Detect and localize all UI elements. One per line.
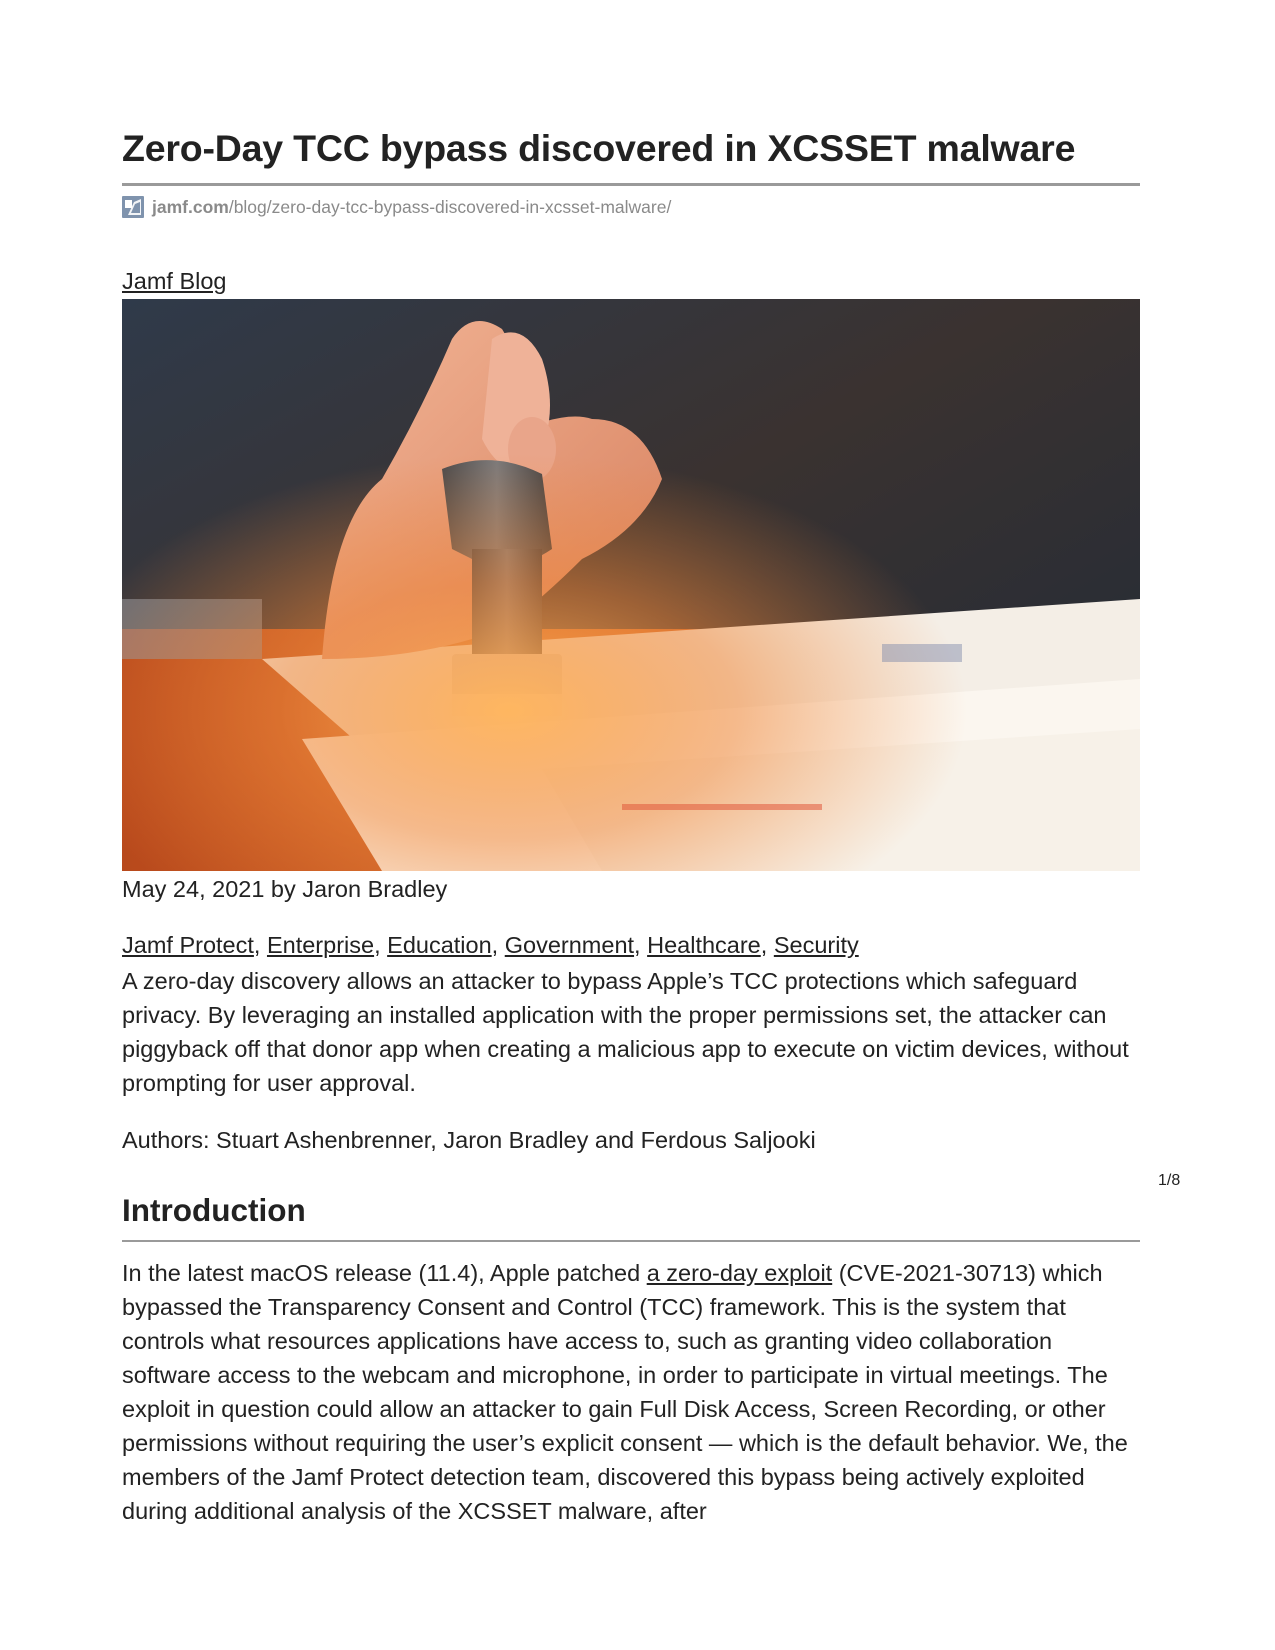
hand-stamping-document-image bbox=[122, 299, 1140, 871]
source-url[interactable] bbox=[122, 196, 1140, 218]
category-link-government[interactable]: Government bbox=[504, 931, 635, 958]
category-separator: , bbox=[491, 931, 505, 958]
source-domain: jamf.com bbox=[152, 196, 229, 217]
article bbox=[122, 126, 1140, 1528]
intro-heading: Introduction bbox=[122, 1191, 306, 1228]
authors-line: Authors: Stuart Ashenbrenner, Jaron Bradley and Ferdous Saljooki bbox=[122, 1126, 816, 1153]
intro-paragraph bbox=[122, 1256, 1140, 1528]
category-link-security[interactable]: Security bbox=[773, 931, 859, 958]
category-link-enterprise[interactable]: Enterprise bbox=[266, 931, 375, 958]
page-number: 1/8 bbox=[1158, 1172, 1181, 1189]
source-path: /blog/zero-day-tcc-bypass-discovered-in-xcsset-malware/ bbox=[228, 196, 672, 217]
category-separator: , bbox=[760, 931, 774, 958]
category-list bbox=[122, 929, 1140, 962]
title-divider bbox=[122, 183, 1140, 186]
zero-day-exploit-link[interactable]: a zero-day exploit bbox=[646, 1259, 833, 1286]
byline: May 24, 2021 by Jaron Bradley bbox=[122, 876, 448, 902]
intro-text-rest: (CVE-2021-30713) which bypassed the Transparency Consent and Control (TCC) framework. This is the system that controls what resources applications have access to, such as granting video collaboration software access to the webcam and microphone, in order to participate in virtual meetings. The exploit in question could allow an attacker to gain Full Disk Access, Screen Recording, or other permissions without requiring the user’s explicit consent — which is the default behavior. We, the members of the Jamf Protect detection team, discovered this bypass being actively exploited during additional analysis of the XCSSET malware, after bbox=[122, 1259, 1128, 1524]
category-separator: , bbox=[374, 931, 388, 958]
article-title: Zero-Day TCC bypass discovered in XCSSET malware bbox=[122, 127, 1076, 169]
category-separator: , bbox=[634, 931, 648, 958]
intro-text-start: In the latest macOS release (11.4), Apple patched bbox=[122, 1259, 647, 1286]
jamf-logo-icon bbox=[122, 196, 144, 218]
category-link-healthcare[interactable]: Healthcare bbox=[647, 931, 761, 958]
jamf-blog-link[interactable]: Jamf Blog bbox=[122, 268, 227, 294]
intro-divider bbox=[122, 1240, 1140, 1242]
category-link-jamf-protect[interactable]: Jamf Protect bbox=[122, 931, 254, 958]
category-link-education[interactable]: Education bbox=[387, 931, 492, 958]
category-separator: , bbox=[253, 931, 267, 958]
summary-paragraph: A zero-day discovery allows an attacker to bypass Apple’s TCC protections which safeguard privacy. By leveraging an installed application with the proper permissions set, the attacker can piggyback off that donor app when creating a malicious app to execute on victim devices, without prompting for user approval. bbox=[122, 967, 1129, 1096]
